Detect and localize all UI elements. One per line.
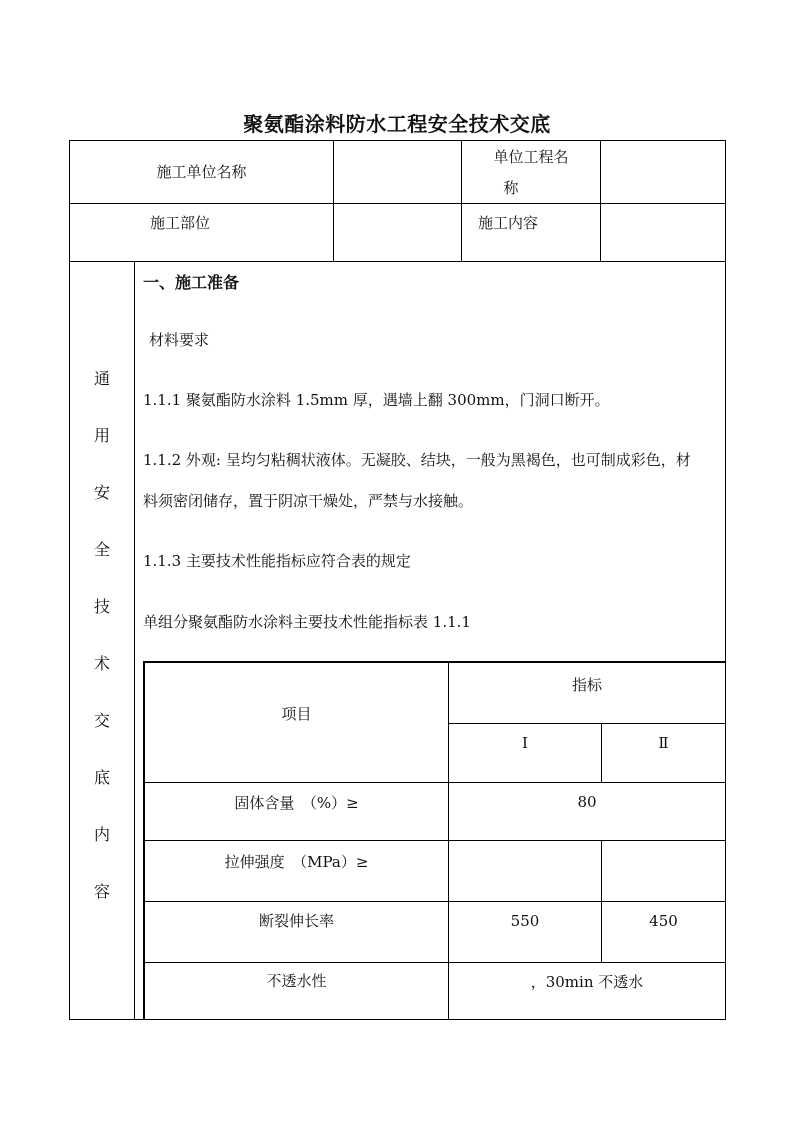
project-name-label-line2: 称	[503, 179, 519, 197]
content-label: 施工内容	[478, 214, 539, 232]
paragraph-1-1-1: 1.1.1 聚氨酯防水涂料 1.5mm 厚，遇墙上翻 300mm，门洞口断开。	[143, 391, 610, 409]
spec-row-item: 固体含量 （%）≥	[234, 794, 359, 812]
side-char: 用	[93, 426, 110, 445]
spec-row-value: ，30min 不透水	[530, 973, 644, 991]
paragraph-1-1-2-line2: 料须密闭储存，置于阴凉干燥处，严禁与水接触。	[143, 492, 474, 510]
unit-name-label: 施工单位名称	[156, 163, 247, 181]
spec-row-item: 断裂伸长率	[258, 912, 334, 930]
spec-row-value: 550	[510, 912, 540, 930]
side-char: 底	[93, 768, 110, 787]
material-requirements: 材料要求	[149, 331, 210, 349]
spec-col-item: 项目	[281, 705, 312, 723]
side-char: 安	[93, 483, 110, 502]
document-title: 聚氨酯涂料防水工程安全技术交底	[243, 112, 551, 136]
table-caption: 单组分聚氨酯防水涂料主要技术性能指标表 1.1.1	[143, 613, 471, 631]
spec-grade-1: Ⅰ	[522, 734, 528, 752]
project-name-label-line1: 单位工程名	[493, 148, 569, 166]
spec-row-item: 拉伸强度 （MPa）≥	[224, 853, 369, 871]
part-value	[334, 204, 460, 261]
side-char: 内	[93, 825, 110, 844]
part-label: 施工部位	[150, 214, 211, 232]
spec-row-item: 不透水性	[266, 972, 327, 990]
spec-col-index: 指标	[571, 676, 602, 694]
spec-row-value: 80	[577, 793, 597, 811]
content-value	[601, 204, 725, 261]
side-char: 通	[93, 369, 110, 388]
spec-grade-2: Ⅱ	[658, 734, 669, 752]
paragraph-1-1-2-line1: 1.1.2 外观: 呈均匀粘稠状液体。无凝胶、结块，一般为黑褐色，也可制成彩色，材	[143, 451, 691, 469]
unit-name-value	[334, 141, 460, 203]
side-char: 交	[93, 711, 110, 730]
paragraph-1-1-3: 1.1.3 主要技术性能指标应符合表的规定	[143, 552, 411, 570]
project-name-value	[601, 141, 725, 203]
side-char: 容	[93, 882, 110, 901]
side-char: 全	[93, 540, 110, 559]
section-heading: 一、施工准备	[143, 273, 240, 292]
side-char: 术	[93, 654, 110, 673]
spec-row-value: 450	[649, 912, 678, 930]
side-char: 技	[93, 597, 110, 616]
